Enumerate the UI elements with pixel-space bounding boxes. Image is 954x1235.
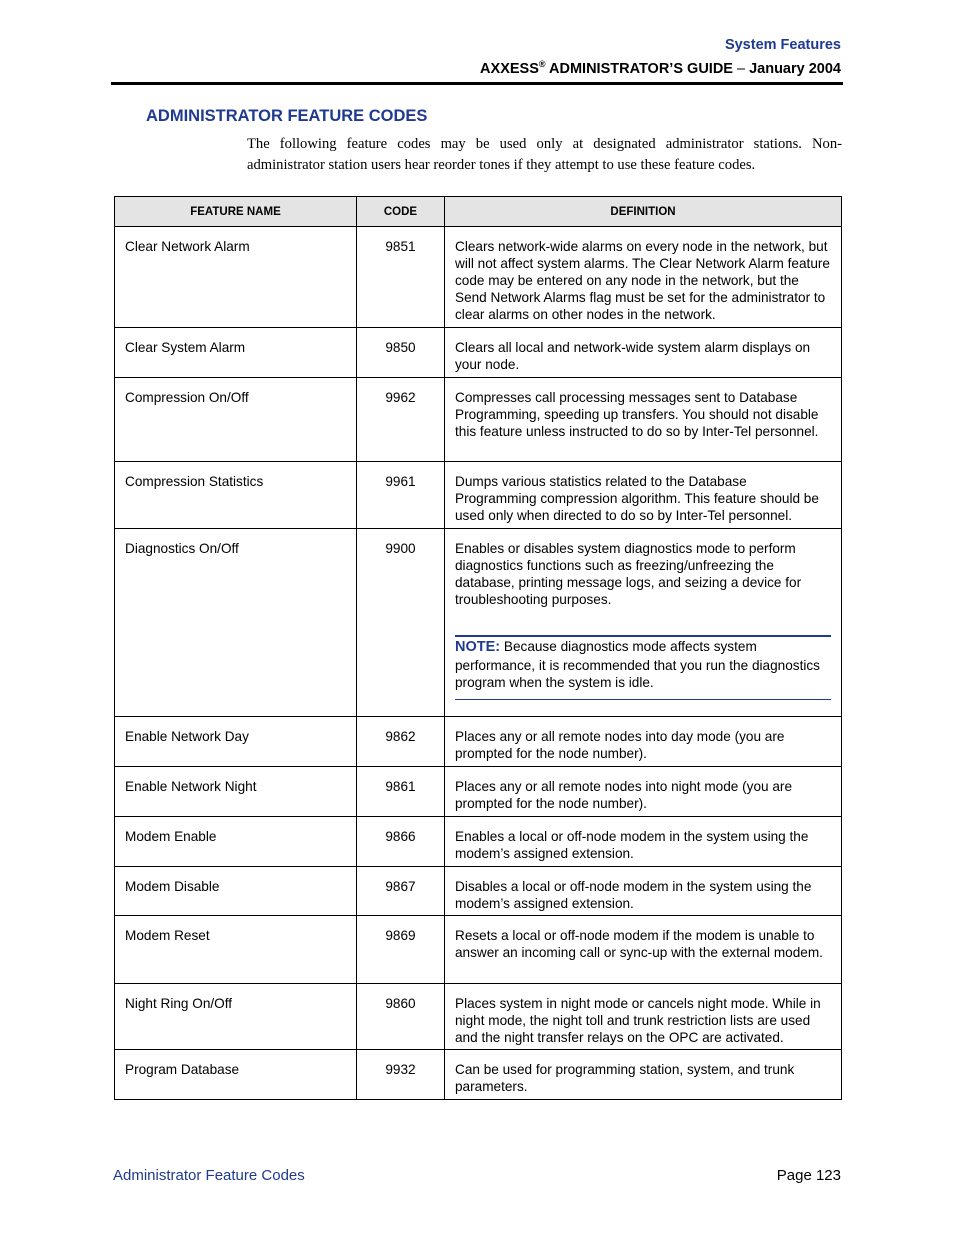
table-row — [115, 227, 842, 328]
table-row — [115, 983, 842, 1049]
footer-chapter: Administrator Feature Codes — [113, 1167, 305, 1184]
title-separator: – — [732, 60, 750, 77]
table-row — [115, 866, 842, 915]
feature-code: 9861 — [357, 766, 445, 816]
table-row — [115, 915, 842, 983]
note-label: NOTE: — [455, 639, 501, 655]
running-header-title — [480, 59, 841, 77]
feature-name: Clear Network Alarm — [115, 227, 357, 328]
title-main: AXXESS — [480, 60, 539, 77]
table-row — [115, 1049, 842, 1099]
feature-name: Modem Enable — [115, 816, 357, 866]
table-row — [115, 378, 842, 462]
feature-name: Modem Disable — [115, 866, 357, 915]
header-definition: DEFINITION — [445, 197, 842, 227]
header-feature-name: FEATURE NAME — [115, 197, 357, 227]
table-row — [115, 766, 842, 816]
feature-name: Enable Network Day — [115, 716, 357, 766]
table-header-row — [115, 197, 842, 227]
note-text: Because diagnostics mode affects system performance, it is recommended that you run the diagnostics program when the system is idle. — [455, 639, 820, 690]
feature-name: Night Ring On/Off — [115, 983, 357, 1049]
feature-definition: Resets a local or off-node modem if the modem is unable to answer an incoming call or sync-up with the external modem. — [445, 915, 842, 983]
title-rest: ADMINISTRATOR’S GUIDE — [545, 60, 733, 77]
feature-definition: Disables a local or off-node modem in the system using the modem’s assigned extension. — [445, 866, 842, 915]
table-row — [115, 328, 842, 378]
registered-mark: ® — [538, 59, 546, 69]
feature-code: 9900 — [357, 529, 445, 717]
feature-code: 9866 — [357, 816, 445, 866]
feature-definition: Enables a local or off-node modem in the system using the modem’s assigned extension. — [445, 816, 842, 866]
feature-definition: Places any or all remote nodes into day mode (you are prompted for the node number). — [445, 716, 842, 766]
feature-name: Clear System Alarm — [115, 328, 357, 378]
feature-definition: Places any or all remote nodes into night mode (you are prompted for the node number). — [445, 766, 842, 816]
feature-name: Compression Statistics — [115, 462, 357, 529]
note — [455, 637, 831, 692]
feature-name: Diagnostics On/Off — [115, 529, 357, 717]
feature-definition: Clears network-wide alarms on every node in the network, but will not affect system alarms. The Clear Network Alarm feature code may be entered on any node in the network, but the Send Network Alarms flag must be set for the administrator to clear alarms on other nodes in the network. — [445, 227, 842, 328]
footer-page-number: Page 123 — [776, 1167, 841, 1184]
feature-definition: Enables or disables system diagnostics mode to perform diagnostics functions such as freezing/unfreezing the database, printing message logs, and seizing a device for troubleshooting purposes. — [455, 541, 802, 607]
feature-code: 9962 — [357, 378, 445, 462]
table-row — [115, 462, 842, 529]
feature-definition: Places system in night mode or cancels night mode. While in night mode, the night toll and trunk restriction lists are used and the night transfer relays on the OPC are activated. — [445, 983, 842, 1049]
feature-definition: Dumps various statistics related to the Database Programming compression algorithm. This feature should be used only when directed to do so by Inter-Tel personnel. — [445, 462, 842, 529]
feature-name: Modem Reset — [115, 915, 357, 983]
running-header-section: System Features — [724, 37, 841, 53]
feature-name: Program Database — [115, 1049, 357, 1099]
feature-definition: Clears all local and network-wide system alarm displays on your node. — [445, 328, 842, 378]
feature-name: Compression On/Off — [115, 378, 357, 462]
feature-code: 9862 — [357, 716, 445, 766]
feature-code: 9932 — [357, 1049, 445, 1099]
title-date: January 2004 — [749, 60, 841, 77]
table-row — [115, 816, 842, 866]
feature-code: 9961 — [357, 462, 445, 529]
intro-paragraph: The following feature codes may be used only at designated administrator stations. Non-administrator station users hear reorder tones if they attempt to use these feature codes. — [247, 136, 842, 173]
feature-code: 9867 — [357, 866, 445, 915]
feature-codes-table — [114, 196, 842, 1100]
feature-code: 9850 — [357, 328, 445, 378]
note-box — [455, 635, 831, 700]
feature-definition-cell — [445, 529, 842, 717]
table-row — [115, 716, 842, 766]
header-code: CODE — [357, 197, 445, 227]
header-rule — [111, 82, 843, 85]
feature-definition: Can be used for programming station, system, and trunk parameters. — [445, 1049, 842, 1099]
feature-definition: Compresses call processing messages sent to Database Programming, speeding up transfers. You should not disable this feature unless instructed to do so by Inter-Tel personnel. — [445, 378, 842, 462]
feature-name: Enable Network Night — [115, 766, 357, 816]
table-row — [115, 529, 842, 717]
section-title: ADMINISTRATOR FEATURE CODES — [146, 107, 428, 125]
feature-code: 9851 — [357, 227, 445, 328]
feature-code: 9860 — [357, 983, 445, 1049]
feature-code: 9869 — [357, 915, 445, 983]
